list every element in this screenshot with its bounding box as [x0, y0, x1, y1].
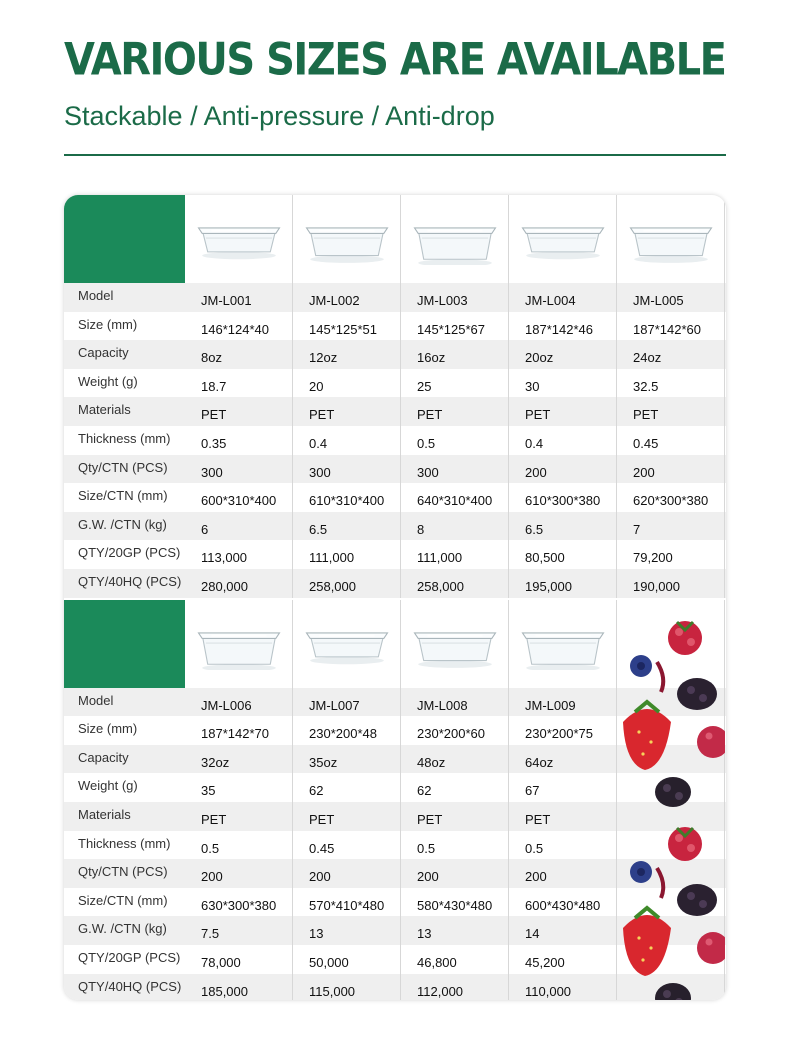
cell-value: 200 [525, 464, 547, 480]
cell-value: 258,000 [417, 579, 464, 594]
cell-value: 300 [309, 464, 331, 480]
cell-value: 300 [417, 464, 439, 480]
cell-value: 80,500 [525, 550, 565, 566]
cell-value: 113,000 [201, 550, 248, 566]
table1-row [64, 540, 726, 569]
cell-value: 0.35 [201, 436, 227, 451]
table1-row [64, 569, 726, 598]
product-image [401, 600, 509, 688]
cell-value: 280,000 [201, 579, 248, 594]
cell-value: 200 [417, 869, 439, 885]
container-icon [301, 213, 393, 265]
row-label: Thickness (mm) [78, 835, 171, 851]
row-label: Qty/CTN (PCS) [78, 459, 168, 475]
cell-value: 300 [201, 464, 223, 480]
row-label: QTY/40HQ (PCS) [78, 978, 182, 994]
column-divider [400, 195, 401, 598]
cell-value: PET [309, 812, 335, 827]
product-image [509, 600, 617, 688]
container-icon [193, 213, 285, 265]
cell-value: PET [201, 407, 227, 423]
cell-value: 45,200 [525, 955, 565, 970]
cell-value: JM-L007 [309, 697, 360, 713]
product-image [293, 600, 401, 688]
product-image [185, 600, 293, 688]
cell-value: 0.5 [417, 840, 436, 856]
table1-row [64, 512, 726, 541]
column-divider [508, 195, 509, 598]
cell-value: JM-L004 [525, 293, 576, 308]
cell-value: 62 [309, 783, 324, 799]
cell-value: 145*125*51 [309, 321, 377, 337]
column-divider [616, 195, 617, 598]
row-label: Size/CTN (mm) [78, 892, 168, 908]
table1-row [64, 369, 726, 398]
cell-value: 32.5 [633, 378, 659, 394]
cell-value: 570*410*480 [309, 897, 385, 913]
table2-header-block [64, 600, 185, 688]
cell-value: 610*300*380 [525, 493, 601, 509]
cell-value: 190,000 [633, 579, 680, 594]
container-icon [301, 618, 393, 670]
cell-value: JM-L008 [417, 697, 468, 713]
cell-value: 580*430*480 [417, 897, 493, 913]
cell-value: 67 [525, 783, 540, 799]
table1-row [64, 340, 726, 369]
column-divider [292, 195, 293, 598]
divider [64, 154, 726, 156]
berries-icon [617, 824, 725, 1000]
cell-value: 78,000 [201, 955, 241, 970]
row-label: Materials [78, 402, 131, 418]
cell-value: 79,200 [633, 550, 673, 566]
cell-value: JM-L003 [417, 293, 468, 308]
row-label: Size (mm) [78, 721, 138, 737]
container-icon [409, 213, 501, 265]
cell-value: 610*310*400 [309, 493, 385, 509]
spec-table-card [64, 195, 726, 1000]
cell-value: 200 [525, 869, 547, 885]
container-icon [409, 618, 501, 670]
cell-value: 230*200*75 [525, 726, 593, 742]
cell-value: JM-L002 [309, 293, 360, 308]
column-divider [508, 600, 509, 1000]
cell-value: 0.5 [417, 436, 436, 451]
cell-value: 13 [309, 926, 324, 942]
cell-value: 0.4 [309, 436, 328, 451]
cell-value: 7.5 [201, 926, 220, 942]
cell-value: 0.5 [201, 840, 220, 856]
cell-value: 20 [309, 378, 324, 394]
table1-row [64, 312, 726, 341]
cell-value: 145*125*67 [417, 321, 485, 337]
cell-value: JM-L005 [633, 293, 684, 308]
cell-value: 24oz [633, 350, 662, 366]
cell-value: PET [201, 812, 227, 827]
row-label: QTY/40HQ (PCS) [78, 574, 182, 589]
cell-value: 20oz [525, 350, 554, 366]
cell-value: 112,000 [417, 983, 464, 999]
cell-value: 0.45 [309, 840, 335, 856]
cell-value: JM-L009 [525, 697, 576, 713]
product-image [293, 195, 401, 283]
cell-value: 0.45 [633, 436, 659, 451]
table1-row [64, 283, 726, 312]
cell-value: 111,000 [417, 550, 463, 566]
row-label: Qty/CTN (PCS) [78, 864, 168, 880]
table1-header-block [64, 195, 185, 283]
cell-value: 8oz [201, 350, 222, 366]
cell-value: 640*310*400 [417, 493, 493, 509]
table1-row [64, 455, 726, 484]
cell-value: 187*142*46 [525, 321, 593, 337]
cell-value: 111,000 [309, 550, 355, 566]
container-icon [517, 213, 609, 265]
cell-value: 30 [525, 378, 540, 394]
cell-value: 630*300*380 [201, 897, 277, 913]
cell-value: 146*124*40 [201, 321, 269, 337]
cell-value: 25 [417, 378, 432, 394]
cell-value: 13 [417, 926, 432, 942]
cell-value: 620*300*380 [633, 493, 709, 509]
cell-value: 18.7 [201, 378, 227, 394]
cell-value: 187*142*60 [633, 321, 701, 337]
row-label: QTY/20GP (PCS) [78, 545, 181, 561]
row-label: Model [78, 692, 114, 708]
cell-value: 600*430*480 [525, 897, 601, 913]
row-label: Capacity [78, 749, 129, 765]
cell-value: 200 [201, 869, 223, 885]
cell-value: 35 [201, 783, 216, 799]
cell-value: 64oz [525, 754, 554, 770]
cell-value: 0.5 [525, 840, 544, 856]
row-label: Capacity [78, 345, 129, 361]
cell-value: 16oz [417, 350, 446, 366]
column-divider [292, 600, 293, 1000]
cell-value: 32oz [201, 754, 230, 770]
cell-value: 14 [525, 926, 540, 942]
row-label: Size (mm) [78, 316, 138, 332]
page-title: VARIOUS SIZES ARE AVAILABLE [64, 34, 726, 86]
cell-value: 6.5 [525, 521, 544, 537]
row-label: Model [78, 288, 114, 303]
column-divider [724, 195, 725, 598]
cell-value: PET [525, 407, 551, 423]
product-image [401, 195, 509, 283]
row-label: G.W. /CTN (kg) [78, 516, 167, 532]
cell-value: 200 [633, 464, 655, 480]
cell-value: JM-L006 [201, 697, 252, 713]
cell-value: 35oz [309, 754, 338, 770]
container-icon [517, 618, 609, 670]
cell-value: 6.5 [309, 521, 328, 537]
cell-value: PET [417, 812, 443, 827]
product-image [185, 195, 293, 283]
cell-value: 115,000 [309, 983, 356, 999]
table1-row [64, 426, 726, 455]
cell-value: 230*200*48 [309, 726, 377, 742]
cell-value: 6 [201, 521, 209, 537]
cell-value: 7 [633, 521, 641, 537]
cell-value: 110,000 [525, 983, 572, 999]
berries-icon [617, 618, 725, 808]
cell-value: 258,000 [309, 579, 356, 594]
cell-value: 187*142*70 [201, 726, 269, 742]
cell-value: PET [417, 407, 443, 423]
row-label: Thickness (mm) [78, 431, 171, 446]
cell-value: 600*310*400 [201, 493, 277, 509]
cell-value: 195,000 [525, 579, 572, 594]
row-label: Weight (g) [78, 373, 138, 389]
row-label: Materials [78, 807, 131, 822]
cell-value: 48oz [417, 754, 446, 770]
container-icon [193, 618, 285, 670]
cell-value: 0.4 [525, 436, 544, 451]
cell-value: 12oz [309, 350, 338, 366]
cell-value: PET [633, 407, 659, 423]
product-image [617, 195, 725, 283]
table1-row [64, 483, 726, 512]
cell-value: PET [309, 407, 335, 423]
column-divider [400, 600, 401, 1000]
row-label: QTY/20GP (PCS) [78, 950, 181, 965]
cell-value: 50,000 [309, 955, 349, 970]
page-subtitle: Stackable / Anti-pressure / Anti-drop [64, 101, 495, 131]
row-label: G.W. /CTN (kg) [78, 921, 167, 937]
cell-value: 8 [417, 521, 425, 537]
cell-value: 185,000 [201, 983, 248, 999]
container-icon [625, 213, 717, 265]
product-image [509, 195, 617, 283]
cell-value: 46,800 [417, 955, 457, 970]
row-label: Size/CTN (mm) [78, 488, 168, 504]
cell-value: JM-L001 [201, 293, 252, 308]
cell-value: 62 [417, 783, 432, 799]
row-label: Weight (g) [78, 778, 138, 794]
cell-value: 200 [309, 869, 331, 885]
cell-value: PET [525, 812, 551, 827]
cell-value: 230*200*60 [417, 726, 485, 742]
table1-row [64, 397, 726, 426]
